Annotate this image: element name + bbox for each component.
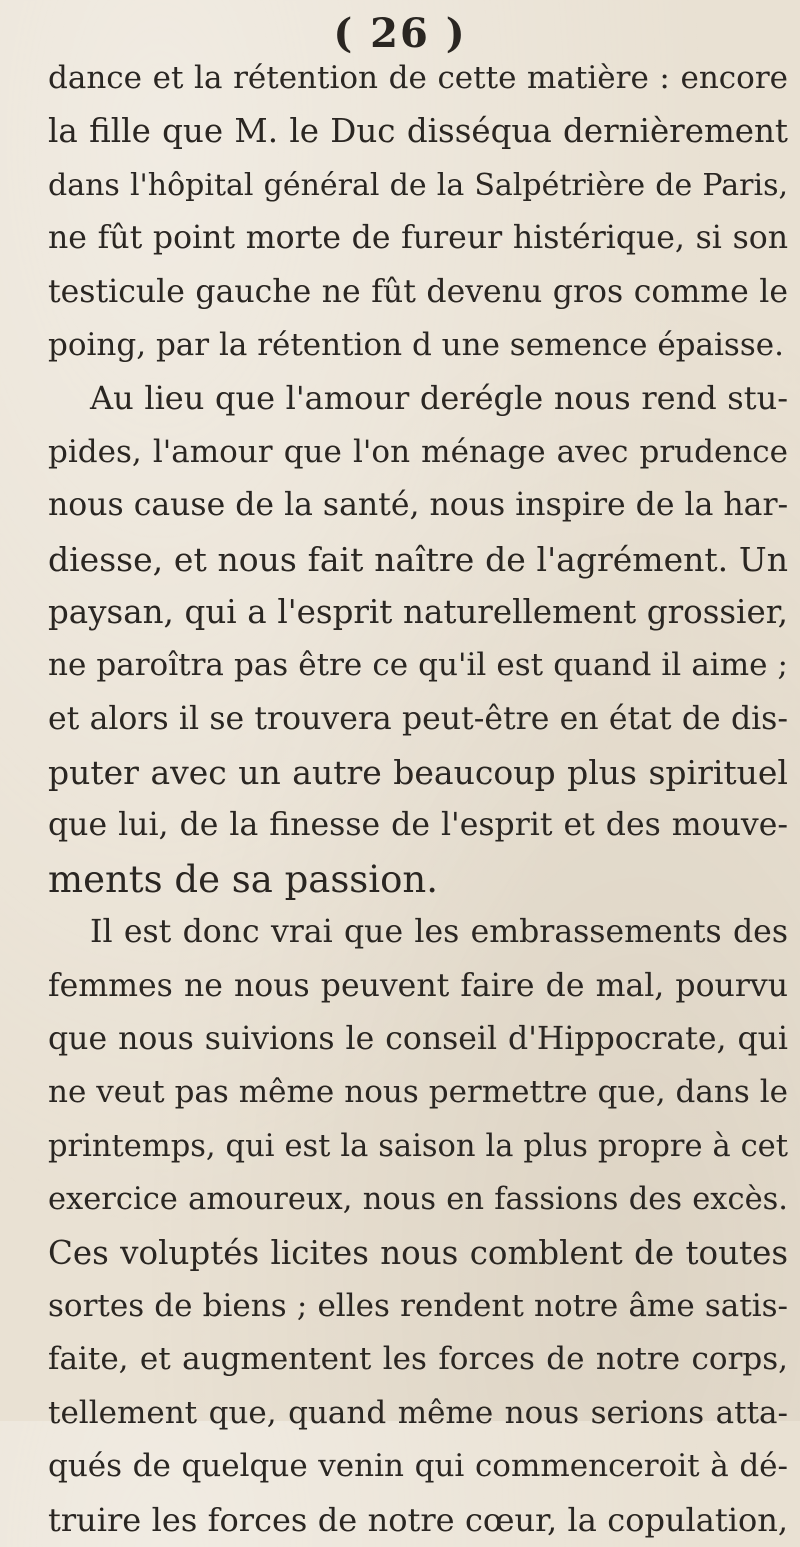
text-line: dans l'hôpital général de la Salpétrière de Paris, [48,167,788,203]
text-line: Ces voluptés licites nous comblent de toutes [48,1233,788,1272]
text-line: ne fût point morte de fureur histérique, si son [48,220,788,257]
text-line: testicule gauche ne fût devenu gros comme le [48,273,788,310]
text-line: la fille que M. le Duc disséqua dernièrement [48,112,788,151]
paragraph-start-line: Il est donc vrai que les embrassements des [90,914,788,951]
text-line: puter avec un autre beaucoup plus spirituel [48,753,788,793]
text-line: ne veut pas même nous permettre que, dans le [48,1074,788,1111]
text-line: ments de sa passion. [48,857,438,901]
text-line: sortes de biens ; elles rendent notre âme satis- [48,1287,788,1324]
text-line: nous cause de la santé, nous inspire de la har- [48,487,789,524]
paragraph-start-line: Au lieu que l'amour derégle nous rend stu- [90,379,788,418]
text-line: tellement que, quand même nous serions atta- [48,1394,788,1431]
body-text [48,52,788,1547]
text-line: poing, par la rétention d une semence épaisse. [48,326,784,363]
text-line: et alors il se trouvera peut-être en état de dis- [48,700,788,737]
text-line: que lui, de la finesse de l'esprit et des mouve- [48,807,788,844]
text-line: pides, l'amour que l'on ménage avec prudence [48,433,788,470]
text-line: que nous suivions le conseil d'Hippocrate, qui [48,1021,788,1058]
text-line: ne paroîtra pas être ce qu'il est quand il aime ; [48,647,788,684]
text-line: dance et la rétention de cette matière : encore [48,60,788,96]
text-line: femmes ne nous peuvent faire de mal, pourvu [48,967,788,1004]
text-line: printemps, qui est la saison la plus propre à cet [48,1128,788,1164]
text-line: paysan, qui a l'esprit naturellement grossier, [48,592,788,631]
text-line: diesse, et nous fait naître de l'agrément. Un [48,539,788,579]
text-line: exercice amoureux, nous en fassions des excès. [48,1182,788,1218]
text-line: faite, et augmentent les forces de notre corps, [48,1341,788,1378]
text-line: qués de quelque venin qui commenceroit à dé- [48,1448,788,1485]
text-line: truire les forces de notre cœur, la copulation, [48,1500,788,1539]
page-number: ( 26 ) [333,10,467,57]
